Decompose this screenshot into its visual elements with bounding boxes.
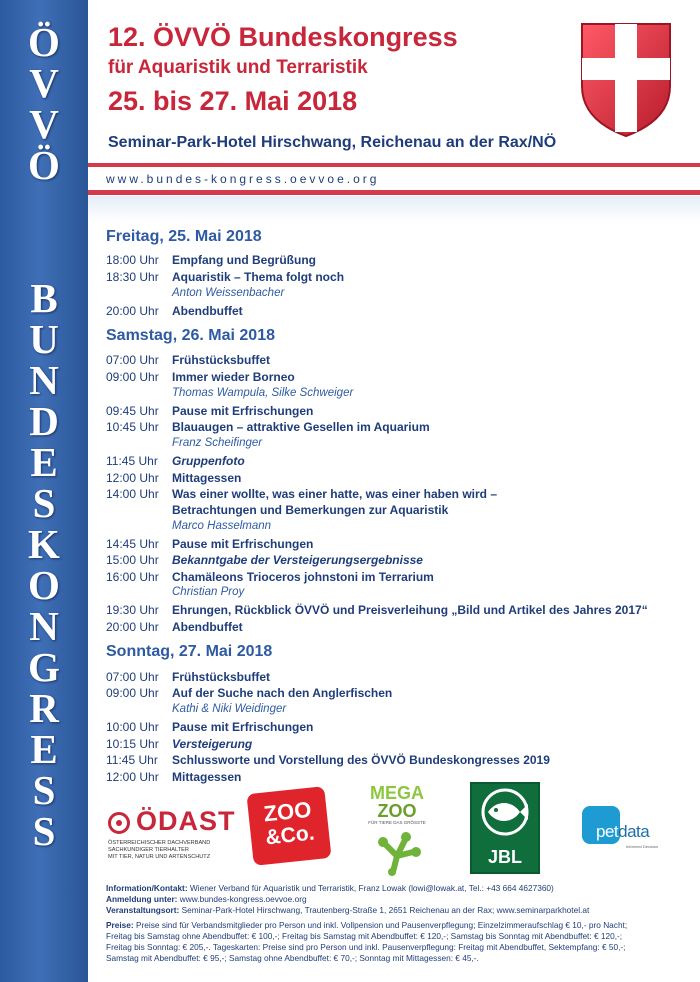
schedule-event: Pause mit Erfrischungen xyxy=(172,537,314,551)
schedule-time: 10:00 Uhr xyxy=(106,720,159,734)
jbl-logo xyxy=(470,782,540,874)
megazoo-line: ZOO xyxy=(377,801,417,821)
schedule-time: 09:00 Uhr xyxy=(106,686,159,700)
sidebar-banner xyxy=(0,0,88,982)
schedule-item xyxy=(106,570,434,584)
schedule-event: Aquaristik – Thema folgt noch xyxy=(172,270,345,284)
schedule-item xyxy=(106,686,392,700)
sidebar-letter: S xyxy=(32,480,56,526)
schedule-item xyxy=(106,670,270,684)
austrian-shield-icon xyxy=(578,20,674,138)
schedule-item xyxy=(106,737,252,751)
schedule-time: 09:45 Uhr xyxy=(106,404,159,418)
schedule-time: 11:45 Uhr xyxy=(106,753,158,767)
sidebar-letter: N xyxy=(29,357,59,403)
sidebar-letter: D xyxy=(29,398,59,444)
schedule-event: Pause mit Erfrischungen xyxy=(172,720,314,734)
footer-prices xyxy=(106,920,627,931)
jbl-name: JBL xyxy=(487,847,522,867)
schedule-time: 12:00 Uhr xyxy=(106,770,159,784)
schedule-item xyxy=(106,487,497,501)
schedule-time: 07:00 Uhr xyxy=(106,670,159,684)
oedast-line: ÖSTERREICHISCHER DACHVERBAND xyxy=(108,840,211,846)
schedule-event: Auf der Suche nach den Anglerfischen xyxy=(172,686,393,700)
footer-prices-line: Freitag bis Sonntag: € 205,-. Tageskarten: Preise sind pro Person und inkl. Pausenverpflegung: Freitag mit Abendbuffet, Sektempfang: € 50,-; xyxy=(106,942,626,952)
schedule-event: Blauaugen – attraktive Gesellen im Aquarium xyxy=(172,420,430,434)
day-heading-friday: Freitag, 25. Mai 2018 xyxy=(106,228,262,245)
schedule-event: Bekanntgabe der Versteigerungsergebnisse xyxy=(172,553,423,567)
schedule-time: 10:15 Uhr xyxy=(106,737,159,751)
schedule-item xyxy=(106,353,270,367)
petdata-tagline: Informed Decision xyxy=(626,844,659,849)
sidebar-letter: Ö xyxy=(28,142,60,188)
sidebar-letter: V xyxy=(29,101,59,147)
schedule-time: 20:00 Uhr xyxy=(106,620,159,634)
schedule-time: 16:00 Uhr xyxy=(106,570,159,584)
schedule-time: 18:30 Uhr xyxy=(106,270,159,284)
sidebar-letter: U xyxy=(29,316,59,362)
sidebar-word-bundeskongress xyxy=(0,275,88,854)
footer-label: Anmeldung unter: xyxy=(106,894,178,904)
footer-info xyxy=(106,883,554,894)
oedast-logo xyxy=(108,806,236,862)
footer-registration xyxy=(106,894,307,905)
megazoo-line: MEGA xyxy=(370,783,424,803)
header-fade xyxy=(88,196,700,222)
eye-icon xyxy=(108,812,130,834)
schedule-item xyxy=(106,603,648,617)
sidebar-word-ovvo xyxy=(0,19,88,188)
schedule-item xyxy=(106,404,313,418)
sidebar-letter: R xyxy=(29,685,59,731)
schedule-item xyxy=(106,304,243,318)
petdata-logo xyxy=(582,806,674,850)
footer-text: Wiener Verband für Aquaristik und Terraristik, Franz Lowak (lowi@lowak.at, Tel.: +43 664 4627360) xyxy=(187,883,554,893)
schedule-event: Pause mit Erfrischungen xyxy=(172,404,314,418)
schedule-event: Frühstücksbuffet xyxy=(172,353,271,367)
schedule-event: Abendbuffet xyxy=(172,304,243,318)
schedule-item xyxy=(106,370,295,384)
sidebar-letter: E xyxy=(30,439,58,485)
schedule-speaker: Christian Proy xyxy=(172,586,245,598)
schedule-event-continued: Betrachtungen und Bemerkungen zur Aquaristik xyxy=(172,503,449,517)
schedule-item xyxy=(106,537,313,551)
schedule-event: Mittagessen xyxy=(172,770,242,784)
petdata-name-a: pet xyxy=(596,822,619,841)
oedast-line: SACHKUNDIGER TIERHALTER xyxy=(108,847,189,853)
schedule-event: Immer wieder Borneo xyxy=(172,370,295,384)
frog-footprint-icon xyxy=(371,826,423,876)
footer-text: Seminar-Park-Hotel Hirschwang, Trautenberg-Straße 1, 2651 Reichenau an der Rax; www.seminarparkhotel.at xyxy=(179,905,590,915)
schedule-event: Schlussworte und Vorstellung des ÖVVÖ Bundeskongresses 2019 xyxy=(172,753,550,767)
sidebar-letter: G xyxy=(28,644,60,690)
schedule-time: 10:45 Uhr xyxy=(106,420,159,434)
schedule-event: Versteigerung xyxy=(172,737,253,751)
schedule-time: 19:30 Uhr xyxy=(106,603,159,617)
oedast-name: ÖDAST xyxy=(136,806,236,836)
footer-prices-line: Freitag bis Samstag ohne Abendbuffet: € 100,-; Freitag bis Samstag mit Abendbuffet: € 120,-; Samstag bis Sonntag mit Abendbuffet: € 120,-; xyxy=(106,931,623,941)
sidebar-letter: K xyxy=(28,521,60,567)
schedule-time: 07:00 Uhr xyxy=(106,353,159,367)
sidebar-letter: S xyxy=(32,808,56,854)
schedule-time: 14:00 Uhr xyxy=(106,487,159,501)
sidebar-letter: S xyxy=(32,767,56,813)
event-venue: Seminar-Park-Hotel Hirschwang, Reichenau an der Rax/NÖ xyxy=(108,134,557,151)
schedule-time: 09:00 Uhr xyxy=(106,370,159,384)
schedule-event: Frühstücksbuffet xyxy=(172,670,271,684)
sidebar-letter: B xyxy=(30,275,58,321)
page-title: 12. ÖVVÖ Bundeskongress xyxy=(108,22,458,52)
zoo-und-co-logo xyxy=(246,786,331,866)
schedule-item xyxy=(106,454,245,468)
schedule-item xyxy=(106,753,550,767)
schedule-speaker: Kathi & Niki Weidinger xyxy=(172,703,287,715)
schedule-time: 12:00 Uhr xyxy=(106,471,159,485)
schedule-item xyxy=(106,620,243,634)
petdata-name xyxy=(596,822,649,842)
oedast-line: MIT TIER, NATUR UND ARTENSCHUTZ xyxy=(108,854,211,860)
schedule-event: Ehrungen, Rückblick ÖVVÖ und Preisverleihung „Bild und Artikel des Jahres 2017“ xyxy=(172,603,648,617)
schedule-time: 18:00 Uhr xyxy=(106,253,159,267)
registration-link[interactable]: www.bundes-kongress.oevvoe.org xyxy=(177,894,307,904)
schedule-event: Empfang und Begrüßung xyxy=(172,253,316,267)
schedule-speaker: Marco Hasselmann xyxy=(172,520,272,532)
footer-prices-line: Samstag mit Abendbuffet: € 95,-; Samstag ohne Abendbuffet: € 70,-; Sonntag mit Mittagessen: € 45,-. xyxy=(106,953,479,963)
footer-venue xyxy=(106,905,589,916)
sidebar-letter: N xyxy=(29,603,59,649)
schedule-item xyxy=(106,270,344,284)
day-heading-saturday: Samstag, 26. Mai 2018 xyxy=(106,327,275,344)
zoo-logo-line: &Co. xyxy=(264,821,316,850)
schedule-speaker: Franz Scheifinger xyxy=(172,437,263,449)
schedule-event: Gruppenfoto xyxy=(172,454,245,468)
schedule-item xyxy=(106,253,316,267)
schedule-time: 11:45 Uhr xyxy=(106,454,158,468)
schedule-item xyxy=(106,420,430,434)
schedule-speaker: Thomas Wampula, Silke Schweiger xyxy=(172,387,354,399)
header-rule-top xyxy=(88,163,700,167)
megazoo-logo xyxy=(362,784,432,880)
sidebar-letter: Ö xyxy=(28,19,60,65)
sidebar-letter: O xyxy=(28,562,60,608)
sidebar-letter: E xyxy=(30,726,58,772)
page-subtitle: für Aquaristik und Terraristik xyxy=(108,57,368,78)
petdata-name-b: data xyxy=(618,822,650,841)
schedule-item xyxy=(106,720,313,734)
footer-label: Veranstaltungsort: xyxy=(106,905,180,915)
footer-label: Preise: xyxy=(106,920,134,930)
schedule-event: Was einer wollte, was einer hatte, was einer haben wird – xyxy=(172,487,497,501)
event-dates: 25. bis 27. Mai 2018 xyxy=(108,86,358,116)
schedule-item xyxy=(106,471,241,485)
schedule-event: Mittagessen xyxy=(172,471,242,485)
header-rule-bottom xyxy=(88,190,700,195)
footer-label: Information/Kontakt: xyxy=(106,883,188,893)
schedule-time: 20:00 Uhr xyxy=(106,304,159,318)
day-heading-sunday: Sonntag, 27. Mai 2018 xyxy=(106,643,273,660)
schedule-time: 14:45 Uhr xyxy=(106,537,159,551)
fish-icon xyxy=(472,784,538,844)
schedule-item xyxy=(106,553,423,567)
schedule-speaker: Anton Weissenbacher xyxy=(172,287,285,299)
schedule-item xyxy=(106,770,241,784)
megazoo-tagline: FÜR TIERE DAS GRÖSSTE xyxy=(368,820,426,825)
schedule-time: 15:00 Uhr xyxy=(106,553,159,567)
zoo-logo-line: ZOO xyxy=(262,796,313,827)
footer-text: Preise sind für Verbandsmitglieder pro Person und inkl. Vollpension und Pausenverpflegung; Einzelzimmeraufschlag € 10,- pro Nacht; xyxy=(133,920,628,930)
schedule-event: Abendbuffet xyxy=(172,620,243,634)
sidebar-letter: V xyxy=(29,60,59,106)
website-link[interactable]: www.bundes-kongress.oevvoe.org xyxy=(106,172,380,186)
schedule-event: Chamäleons Trioceros johnstoni im Terrarium xyxy=(172,570,434,584)
